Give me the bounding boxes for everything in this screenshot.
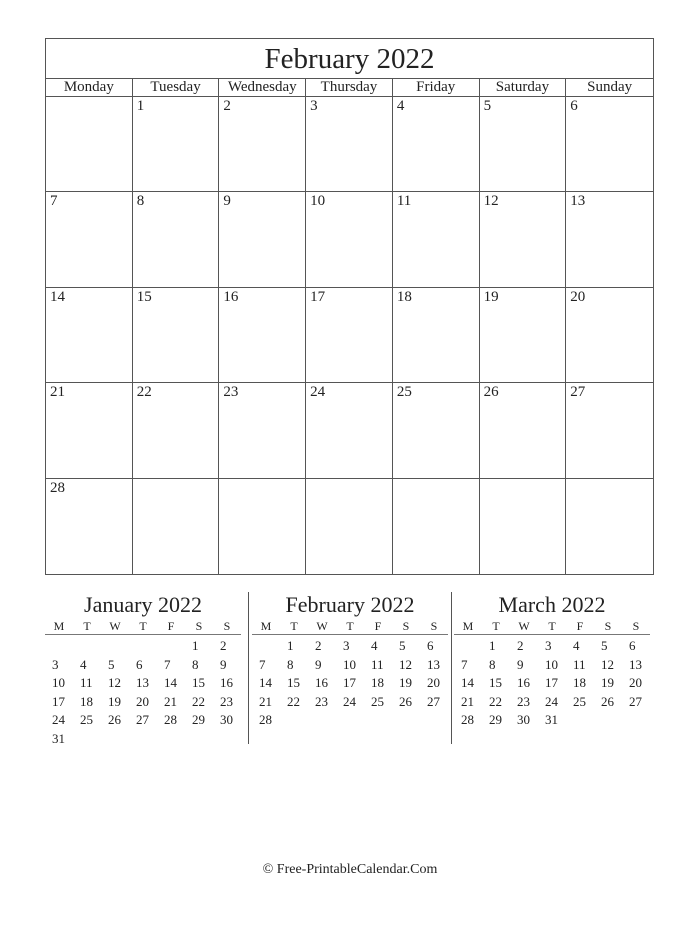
mini-day-cell: 10 xyxy=(545,656,558,672)
mini-day-cell: 9 xyxy=(315,656,322,672)
mini-calendar-title: February 2022 xyxy=(285,592,415,617)
mini-day-cell: 12 xyxy=(399,656,412,672)
mini-day-cell xyxy=(73,637,101,656)
mini-day-cell: 27 xyxy=(629,693,642,709)
day-cell: 19 xyxy=(480,288,567,383)
mini-day-cell: 1 xyxy=(287,638,294,653)
mini-weekday-label: T xyxy=(346,619,354,633)
mini-day-cell: 15 xyxy=(489,675,502,690)
mini-day-cell: 29 xyxy=(489,712,502,727)
mini-day-cell xyxy=(392,711,420,730)
mini-day-cell: 3 xyxy=(52,656,59,672)
mini-day-cell: 15 xyxy=(192,675,205,690)
weekday-label: Monday xyxy=(46,79,133,96)
mini-day-cell: 17 xyxy=(545,675,558,690)
mini-weekday-label: F xyxy=(576,619,584,633)
mini-day-cell: 1 xyxy=(192,638,199,653)
mini-day-cell: 6 xyxy=(427,638,434,653)
mini-day-cell xyxy=(280,711,308,730)
mini-day-cell: 13 xyxy=(427,656,440,672)
mini-weekday-label: S xyxy=(195,619,203,633)
mini-day-cell: 30 xyxy=(517,712,530,727)
mini-day-cell: 7 xyxy=(164,656,171,672)
mini-day-cell: 24 xyxy=(343,693,356,709)
mini-day-cell: 20 xyxy=(136,693,149,709)
day-cell xyxy=(219,479,306,574)
mini-day-cell: 5 xyxy=(601,638,608,653)
divider xyxy=(248,592,249,744)
mini-weekday-label: S xyxy=(632,619,640,633)
mini-day-cell: 19 xyxy=(108,693,121,709)
mini-day-cell: 8 xyxy=(287,656,294,672)
mini-day-cell: 17 xyxy=(343,675,356,690)
mini-day-grid xyxy=(454,637,650,730)
mini-day-cell: 30 xyxy=(220,712,233,727)
mini-weekday-header xyxy=(45,618,241,635)
mini-day-cell: 26 xyxy=(399,693,412,709)
day-cell: 24 xyxy=(306,383,393,478)
weekday-header-row xyxy=(46,79,653,97)
mini-day-cell: 9 xyxy=(517,656,524,672)
mini-day-cell: 19 xyxy=(601,675,614,690)
day-cell: 3 xyxy=(306,97,393,192)
mini-day-cell xyxy=(45,637,73,656)
mini-weekday-label: T xyxy=(83,619,91,633)
day-cell: 2 xyxy=(219,97,306,192)
mini-day-cell xyxy=(73,730,101,749)
mini-weekday-label: T xyxy=(492,619,500,633)
mini-day-cell: 21 xyxy=(259,693,272,709)
mini-day-cell: 18 xyxy=(371,675,384,690)
mini-day-cell xyxy=(454,637,482,656)
month-title: February 2022 xyxy=(46,39,653,79)
mini-weekday-header xyxy=(454,618,650,635)
mini-day-cell: 20 xyxy=(629,675,642,690)
mini-day-cell xyxy=(101,730,129,749)
day-cell: 28 xyxy=(46,479,133,574)
day-cell: 8 xyxy=(133,192,220,287)
mini-day-cell: 28 xyxy=(164,712,177,727)
mini-day-cell: 29 xyxy=(192,712,205,727)
mini-day-cell: 2 xyxy=(315,638,322,653)
mini-day-cell: 4 xyxy=(371,638,378,653)
main-calendar xyxy=(45,38,654,575)
day-cell xyxy=(46,97,133,192)
mini-weekday-label: M xyxy=(260,619,272,633)
mini-day-cell: 4 xyxy=(573,638,580,653)
mini-day-cell: 25 xyxy=(80,712,93,727)
mini-day-cell: 20 xyxy=(427,675,440,690)
mini-day-cell: 13 xyxy=(629,656,642,672)
mini-day-cell: 9 xyxy=(220,656,227,672)
day-cell: 12 xyxy=(480,192,567,287)
mini-day-cell xyxy=(157,730,185,749)
mini-day-cell: 6 xyxy=(136,656,143,672)
day-cell: 7 xyxy=(46,192,133,287)
mini-day-cell: 11 xyxy=(80,675,93,690)
mini-day-cell: 14 xyxy=(164,675,177,690)
day-cell: 25 xyxy=(393,383,480,478)
mini-day-cell: 11 xyxy=(573,656,586,672)
weekday-label: Wednesday xyxy=(219,79,306,96)
mini-day-cell: 12 xyxy=(108,675,121,690)
mini-weekday-label: W xyxy=(109,619,121,633)
mini-calendar-january xyxy=(45,592,241,748)
mini-day-cell: 17 xyxy=(52,693,65,709)
day-cell: 16 xyxy=(219,288,306,383)
mini-day-cell: 25 xyxy=(573,693,586,709)
day-cell: 26 xyxy=(480,383,567,478)
mini-day-cell: 23 xyxy=(315,693,328,709)
mini-weekday-label: F xyxy=(167,619,175,633)
mini-day-cell: 2 xyxy=(220,638,227,653)
mini-day-cell: 3 xyxy=(343,638,350,653)
mini-day-cell: 7 xyxy=(461,656,468,672)
weekday-label: Tuesday xyxy=(133,79,220,96)
mini-day-cell: 18 xyxy=(80,693,93,709)
mini-day-cell: 12 xyxy=(601,656,614,672)
mini-day-cell: 13 xyxy=(136,675,149,690)
mini-day-cell xyxy=(129,637,157,656)
day-cell: 6 xyxy=(566,97,653,192)
day-cell xyxy=(306,479,393,574)
mini-weekday-label: T xyxy=(290,619,298,633)
day-cell: 14 xyxy=(46,288,133,383)
mini-calendar-march xyxy=(454,592,650,730)
day-cell xyxy=(393,479,480,574)
mini-day-cell xyxy=(566,711,594,730)
mini-day-cell: 31 xyxy=(545,712,558,727)
day-cell: 23 xyxy=(219,383,306,478)
mini-day-cell xyxy=(336,711,364,730)
mini-calendar-title: January 2022 xyxy=(84,592,202,617)
mini-day-cell: 27 xyxy=(136,712,149,727)
day-cell: 27 xyxy=(566,383,653,478)
footer-credit: © Free-PrintableCalendar.Com xyxy=(262,862,438,877)
mini-weekday-label: S xyxy=(604,619,612,633)
mini-day-cell: 21 xyxy=(164,693,177,709)
mini-day-cell: 15 xyxy=(287,675,300,690)
day-cell: 20 xyxy=(566,288,653,383)
mini-day-cell: 22 xyxy=(489,693,502,709)
mini-weekday-label: W xyxy=(316,619,328,633)
mini-day-cell: 16 xyxy=(517,675,530,690)
mini-day-cell xyxy=(213,730,241,749)
day-cell: 5 xyxy=(480,97,567,192)
mini-day-cell: 16 xyxy=(220,675,233,690)
mini-weekday-header xyxy=(252,618,448,635)
mini-day-cell: 27 xyxy=(427,693,440,709)
mini-day-cell xyxy=(101,637,129,656)
mini-day-cell xyxy=(364,711,392,730)
day-cell: 21 xyxy=(46,383,133,478)
mini-weekday-label: S xyxy=(223,619,231,633)
weekday-label: Friday xyxy=(393,79,480,96)
mini-weekday-label: S xyxy=(430,619,438,633)
mini-weekday-label: M xyxy=(53,619,65,633)
mini-day-cell: 22 xyxy=(192,693,205,709)
mini-calendar-february xyxy=(252,592,448,730)
mini-day-grid xyxy=(252,637,448,730)
mini-day-cell: 28 xyxy=(259,712,272,727)
day-cell: 17 xyxy=(306,288,393,383)
mini-day-cell: 24 xyxy=(545,693,558,709)
mini-day-cell: 28 xyxy=(461,712,474,727)
mini-day-cell xyxy=(308,711,336,730)
mini-day-cell: 23 xyxy=(220,693,233,709)
mini-day-cell xyxy=(252,637,280,656)
day-cell: 18 xyxy=(393,288,480,383)
mini-day-cell: 26 xyxy=(601,693,614,709)
mini-day-cell: 10 xyxy=(52,675,65,690)
day-cell: 1 xyxy=(133,97,220,192)
day-cell xyxy=(480,479,567,574)
mini-calendar-title: March 2022 xyxy=(498,592,606,617)
mini-day-cell: 1 xyxy=(489,638,496,653)
mini-day-cell xyxy=(594,711,622,730)
day-cell: 9 xyxy=(219,192,306,287)
divider xyxy=(451,592,452,744)
mini-day-cell: 10 xyxy=(343,656,356,672)
mini-day-cell: 31 xyxy=(52,730,65,746)
mini-day-cell: 8 xyxy=(489,656,496,672)
mini-day-cell: 18 xyxy=(573,675,586,690)
mini-day-cell: 2 xyxy=(517,638,524,653)
mini-day-cell: 4 xyxy=(80,656,87,672)
mini-day-cell: 21 xyxy=(461,693,474,709)
day-cell: 4 xyxy=(393,97,480,192)
mini-day-cell: 23 xyxy=(517,693,530,709)
mini-day-cell xyxy=(185,730,213,749)
weekday-label: Sunday xyxy=(587,79,633,95)
mini-weekday-label: T xyxy=(139,619,147,633)
mini-day-cell: 5 xyxy=(108,656,115,672)
mini-weekday-label: M xyxy=(462,619,474,633)
day-grid xyxy=(46,97,653,574)
mini-day-cell: 6 xyxy=(629,638,636,653)
mini-day-cell: 11 xyxy=(371,656,384,672)
mini-day-cell xyxy=(157,637,185,656)
weekday-label: Thursday xyxy=(306,79,393,96)
mini-day-cell: 22 xyxy=(287,693,300,709)
day-cell: 10 xyxy=(306,192,393,287)
mini-day-cell xyxy=(622,711,650,730)
mini-day-cell: 3 xyxy=(545,638,552,653)
mini-weekday-label: T xyxy=(548,619,556,633)
weekday-label: Saturday xyxy=(480,79,567,96)
mini-day-cell: 16 xyxy=(315,675,328,690)
mini-weekday-label: S xyxy=(402,619,410,633)
day-cell xyxy=(133,479,220,574)
mini-weekday-label: F xyxy=(374,619,382,633)
day-cell: 22 xyxy=(133,383,220,478)
mini-weekday-label: W xyxy=(518,619,530,633)
mini-day-grid xyxy=(45,637,241,748)
day-cell: 11 xyxy=(393,192,480,287)
mini-day-cell: 25 xyxy=(371,693,384,709)
day-cell: 13 xyxy=(566,192,653,287)
mini-calendars xyxy=(45,592,654,744)
mini-day-cell xyxy=(420,711,448,730)
mini-day-cell: 5 xyxy=(399,638,406,653)
mini-day-cell: 7 xyxy=(259,656,266,672)
mini-day-cell: 14 xyxy=(259,675,272,690)
day-cell xyxy=(566,479,653,574)
mini-day-cell: 14 xyxy=(461,675,474,690)
mini-day-cell: 24 xyxy=(52,712,65,727)
mini-day-cell: 8 xyxy=(192,656,199,672)
mini-day-cell xyxy=(129,730,157,749)
mini-day-cell: 26 xyxy=(108,712,121,727)
mini-day-cell: 19 xyxy=(399,675,412,690)
day-cell: 15 xyxy=(133,288,220,383)
